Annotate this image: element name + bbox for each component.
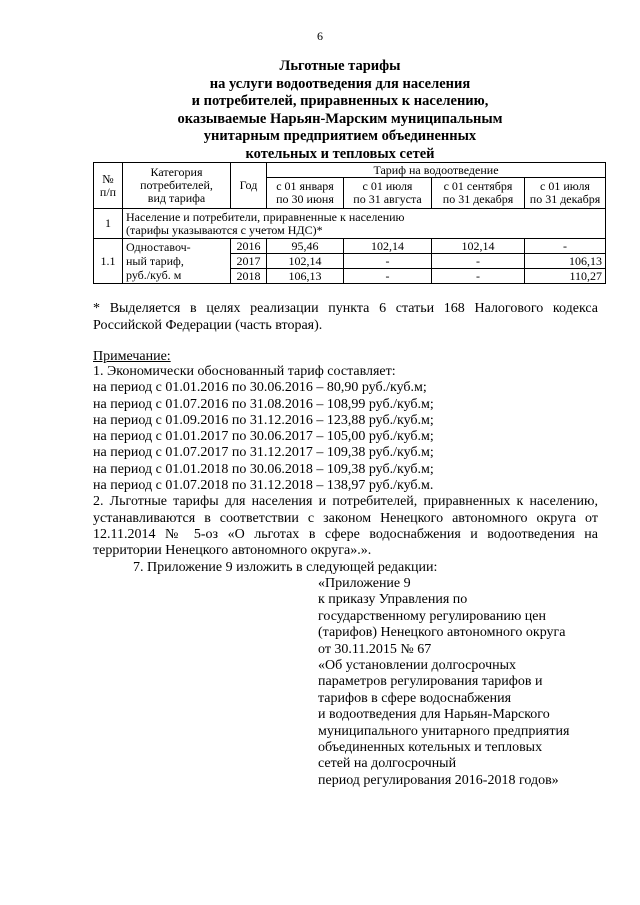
tariff-type: Одноставоч- ный тариф, руб./куб. м xyxy=(123,239,231,284)
title-line: котельных и тепловых сетей xyxy=(245,145,435,162)
document-title xyxy=(90,58,590,163)
appendix-header xyxy=(318,576,608,789)
value-cell: 102,14 xyxy=(432,239,525,254)
value-cell: 95,46 xyxy=(267,239,344,254)
title-line: Льготные тарифы xyxy=(279,58,401,74)
header-period: с 01 сентября по 31 декабря xyxy=(432,178,525,209)
section-num: 1 xyxy=(94,209,123,239)
list-item: на период с 01.07.2018 по 31.12.2018 – 138,97 руб./куб.м. xyxy=(93,478,434,494)
appendix-line: от 30.11.2015 № 67 xyxy=(318,641,432,657)
year-cell: 2017 xyxy=(231,254,267,269)
appendix-line: период регулирования 2016-2018 годов» xyxy=(318,772,559,788)
list-item: на период с 01.07.2016 по 31.08.2016 – 108,99 руб./куб.м; xyxy=(93,396,434,412)
value-cell: - xyxy=(432,269,525,284)
title-line: на услуги водоотведения для населения xyxy=(209,75,471,92)
notes-block xyxy=(93,364,598,560)
appendix-line: тарифов в сфере водоснабжения xyxy=(318,690,512,706)
value-cell: 106,13 xyxy=(525,254,606,269)
appendix-line: к приказу Управления по xyxy=(318,592,468,608)
year-cell: 2018 xyxy=(231,269,267,284)
title-line: и потребителей, приравненных к населению, xyxy=(191,93,489,109)
value-cell: 110,27 xyxy=(525,269,606,284)
note1-heading: 1. Экономически обоснованный тариф составляет: xyxy=(93,364,396,379)
title-line: унитарным предприятием объединенных xyxy=(203,128,477,144)
value-cell: - xyxy=(344,254,432,269)
appendix-line: сетей на долгосрочный xyxy=(318,756,457,772)
appendix-line: государственному регулированию цен xyxy=(318,608,546,624)
item7-paragraph: 7. Приложение 9 изложить в следующей редакции: xyxy=(133,560,438,575)
value-cell: 102,14 xyxy=(344,239,432,254)
table-row xyxy=(94,239,606,254)
appendix-line: «Об установлении долгосрочных xyxy=(318,658,517,674)
appendix-line: «Приложение 9 xyxy=(318,576,411,591)
appendix-line: муниципального унитарного предприятия xyxy=(318,723,570,739)
list-item: на период с 01.01.2018 по 30.06.2018 – 109,38 руб./куб.м; xyxy=(93,461,434,477)
value-cell: - xyxy=(525,239,606,254)
vat-footnote: * Выделяется в целях реализации пункта 6 статьи 168 Налогового кодекса Российской Федерации (часть вторая). xyxy=(93,301,598,333)
header-period: с 01 января по 30 июня xyxy=(267,178,344,209)
list-item: на период с 01.01.2017 по 30.06.2017 – 105,00 руб./куб.м; xyxy=(93,429,434,445)
title-line: оказываемые Нарьян-Марским муниципальным xyxy=(177,110,503,127)
appendix-line: (тарифов) Ненецкого автономного округа xyxy=(318,625,566,641)
header-category: Категория потребителей, вид тарифа xyxy=(123,163,231,209)
list-item: на период с 01.01.2016 по 30.06.2016 – 80,90 руб./куб.м; xyxy=(93,380,427,396)
section-title: Население и потребители, приравненные к населению (тарифы указываются с учетом НДС)* xyxy=(123,209,606,239)
note2-paragraph: 2. Льготные тарифы для населения и потребителей, приравненных к населению, устанавливаются в соответствии с законом Ненецкого автономного округа от 12.11.2014 № 5-оз «О льготах в сфере водоснабжения и водоотведения на территории Ненецкого автономного округа».». xyxy=(93,494,598,559)
list-item: на период с 01.09.2016 по 31.12.2016 – 123,88 руб./куб.м; xyxy=(93,412,434,428)
note-heading: Примечание: xyxy=(93,349,171,364)
list-item: на период с 01.07.2017 по 31.12.2017 – 109,38 руб./куб.м; xyxy=(93,445,434,461)
value-cell: 106,13 xyxy=(267,269,344,284)
value-cell: - xyxy=(432,254,525,269)
tariff-table xyxy=(93,162,606,284)
subsection-num: 1.1 xyxy=(94,239,123,284)
header-num: № п/п xyxy=(94,163,123,209)
value-cell: - xyxy=(344,269,432,284)
header-tariff-group: Тариф на водоотведение xyxy=(267,163,606,178)
header-year: Год xyxy=(231,163,267,209)
appendix-line: параметров регулирования тарифов и xyxy=(318,674,543,690)
appendix-line: и водоотведения для Нарьян-Марского xyxy=(318,707,550,723)
header-period: с 01 июля по 31 декабря xyxy=(525,178,606,209)
value-cell: 102,14 xyxy=(267,254,344,269)
header-period: с 01 июля по 31 августа xyxy=(344,178,432,209)
year-cell: 2016 xyxy=(231,239,267,254)
appendix-line: объединенных котельных и тепловых xyxy=(318,740,543,756)
page-number: 6 xyxy=(317,29,323,43)
